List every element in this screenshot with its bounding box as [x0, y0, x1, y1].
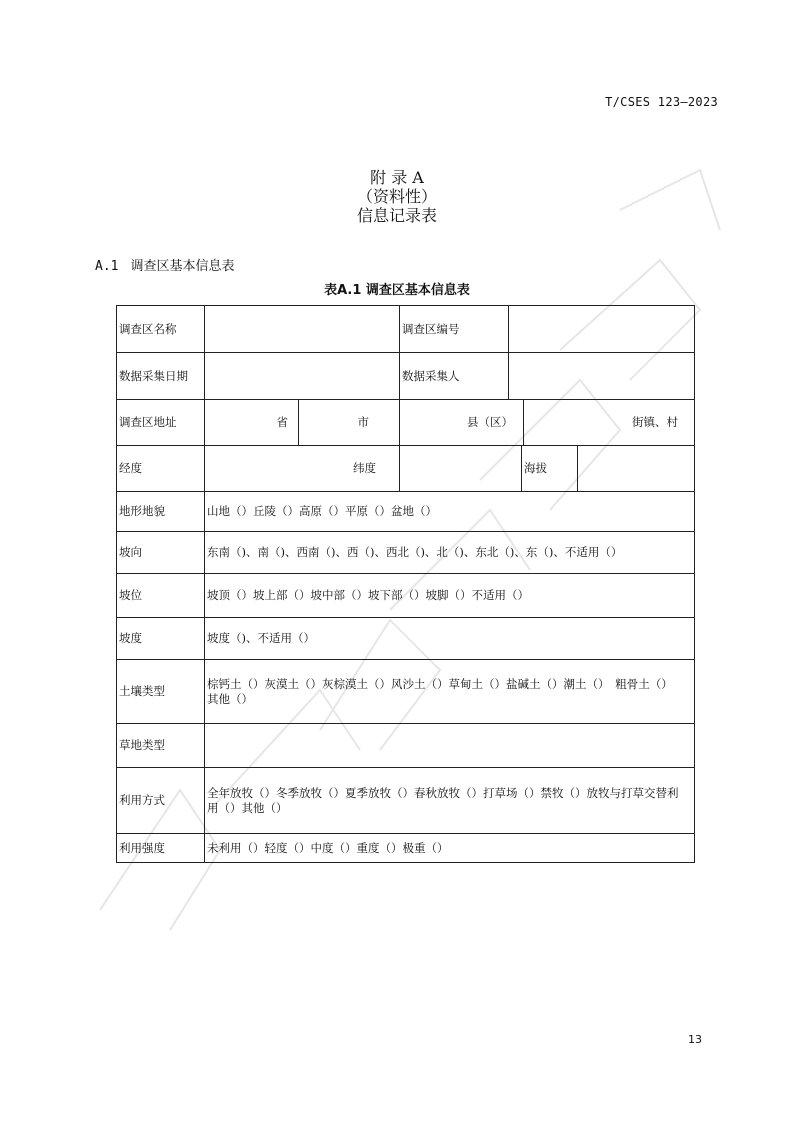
collection-date-label: 数据采集日期 — [119, 368, 188, 383]
grassland-type-label: 草地类型 — [119, 738, 165, 752]
table-row — [117, 618, 694, 660]
grassland-type-field[interactable] — [205, 724, 694, 767]
altitude-field[interactable] — [578, 446, 694, 491]
survey-area-name-label: 调查区名称 — [119, 321, 177, 336]
city-field[interactable]: 市 — [357, 415, 369, 429]
county-field[interactable]: 县（区） — [467, 415, 513, 429]
document-code: T/CSES 123—2023 — [605, 95, 718, 109]
survey-area-code-field[interactable] — [509, 306, 694, 352]
latitude-field[interactable] — [400, 446, 521, 491]
latitude-label: 纬度 — [353, 461, 376, 475]
soil-options-line-1: 棕钙土（）灰漠土（）灰棕漠土（）风沙土（）草甸土（）盐碱土（）潮土（） 粗骨土（） — [207, 676, 673, 691]
table-row — [117, 353, 694, 400]
appendix-label: 附 录 A — [370, 168, 424, 187]
longitude-label: 经度 — [119, 461, 142, 475]
soil-type-label: 土壤类型 — [119, 684, 165, 698]
soil-type-options[interactable] — [205, 660, 694, 723]
longitude-field[interactable] — [205, 446, 351, 491]
table-row — [117, 492, 694, 532]
survey-info-table — [116, 305, 695, 863]
table-row — [117, 660, 694, 724]
usage-options[interactable] — [205, 768, 694, 833]
soil-options-line-2: 其他（） — [207, 691, 253, 706]
table-row — [117, 834, 694, 862]
province-field[interactable]: 省 — [276, 415, 288, 429]
intensity-label: 利用强度 — [119, 840, 165, 855]
table-row — [117, 306, 694, 353]
landform-options[interactable]: 山地（）丘陵（）高原（）平原（）盆地（） — [207, 504, 437, 518]
slope-label: 坡度 — [119, 631, 142, 645]
section-heading — [95, 255, 235, 274]
page-number: 13 — [688, 1033, 702, 1046]
slope-position-label: 坡位 — [119, 588, 142, 602]
section-number: A.1 — [95, 259, 119, 274]
slope-options[interactable]: 坡度（)、不适用（） — [207, 631, 315, 645]
table-row — [117, 400, 694, 446]
usage-options-line-1: 全年放牧（）冬季放牧（）夏季放牧（）春秋放牧（）打草场（）禁牧（）放牧与打草交替利 — [207, 785, 679, 800]
collector-label: 数据采集人 — [402, 368, 460, 383]
table-row — [117, 574, 694, 618]
appendix-title: 信息记录表 — [356, 206, 437, 225]
table-caption: 表A.1 调查区基本信息表 — [324, 283, 470, 298]
table-row — [117, 768, 694, 834]
appendix-nature: （资料性） — [356, 187, 437, 206]
survey-area-code-label: 调查区编号 — [402, 321, 460, 336]
collector-field[interactable] — [509, 353, 694, 399]
intensity-options[interactable]: 未利用（）轻度（）中度（）重度（）极重（） — [207, 840, 449, 855]
table-row — [117, 724, 694, 768]
usage-label: 利用方式 — [119, 793, 165, 807]
aspect-options[interactable]: 东南（)、南（)、西南（)、西（)、西北（)、北（)、东北（)、东（)、不适用（） — [207, 545, 623, 559]
table-row — [117, 446, 694, 492]
section-title-text: 调查区基本信息表 — [130, 259, 235, 274]
town-field[interactable]: 街镇、村 — [632, 415, 678, 429]
address-label: 调查区地址 — [119, 415, 177, 429]
usage-options-line-2: 用（）其他（） — [207, 800, 288, 815]
survey-area-name-field[interactable] — [205, 306, 399, 352]
slope-position-options[interactable]: 坡顶（）坡上部（）坡中部（）坡下部（）坡脚（）不适用（） — [207, 588, 529, 602]
landform-label: 地形地貌 — [119, 504, 165, 518]
altitude-label: 海拔 — [524, 461, 547, 475]
collection-date-field[interactable] — [205, 353, 399, 399]
aspect-label: 坡向 — [119, 545, 142, 559]
table-row — [117, 532, 694, 574]
